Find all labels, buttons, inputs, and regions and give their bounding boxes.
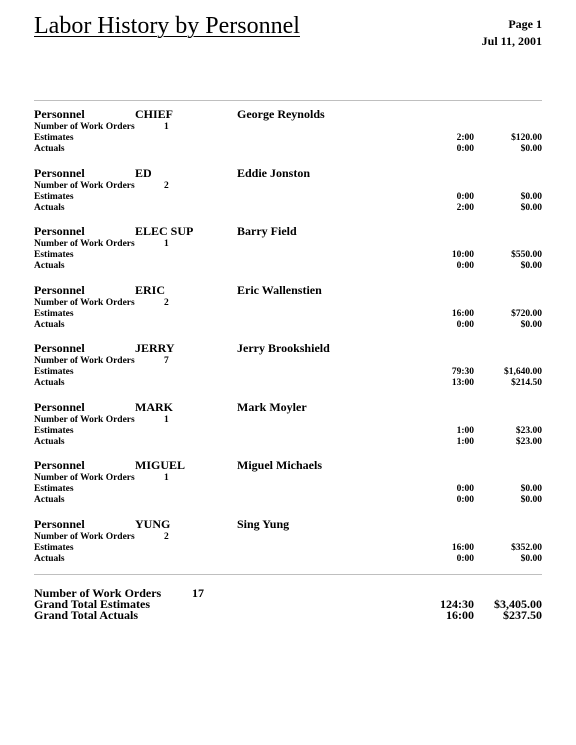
work-orders-count: 7 [164,356,169,366]
work-orders-count: 1 [164,122,169,132]
work-orders-label: Number of Work Orders [34,122,135,132]
estimates-label: Estimates [34,425,74,436]
total-work-orders-count: 17 [192,586,204,600]
estimate-cost: $720.00 [511,308,542,319]
personnel-record [34,458,542,517]
estimate-time: 10:00 [451,250,474,260]
personnel-label: Personnel [34,224,85,238]
personnel-record [34,517,542,576]
personnel-label: Personnel [34,282,85,297]
personnel-name: George Reynolds [237,107,325,121]
actual-cost: $0.00 [520,319,542,330]
estimate-cost: $352.00 [511,542,542,553]
total-work-orders-label: Number of Work Orders [34,586,162,600]
personnel-name: Sing Yung [237,516,290,531]
personnel-record [34,400,542,459]
actual-time: 13:00 [451,378,474,388]
report-title: Labor History by Personnel [34,13,300,39]
actual-cost: $0.00 [520,202,542,213]
actual-cost: $0.00 [520,553,542,564]
actual-time: 1:00 [456,436,474,447]
personnel-name: Miguel Michaels [237,458,322,472]
personnel-code: MARK [135,399,173,414]
personnel-record [34,283,542,342]
personnel-code: MIGUEL [135,458,186,472]
personnel-code: JERRY [135,341,175,355]
actuals-label: Actuals [34,319,65,330]
work-orders-label: Number of Work Orders [34,473,135,483]
grand-total-estimates-cost: $3,405.00 [494,597,542,611]
estimate-cost: $550.00 [511,250,542,260]
personnel-label: Personnel [34,399,85,414]
personnel-name: Eric Wallenstien [237,282,322,297]
actuals-label: Actuals [34,436,65,447]
work-orders-label: Number of Work Orders [34,180,135,191]
estimates-label: Estimates [34,542,74,553]
estimate-time: 2:00 [456,133,474,143]
personnel-record [34,341,542,400]
personnel-label: Personnel [34,341,85,355]
estimate-cost: $1,640.00 [504,367,542,377]
estimate-time: 0:00 [456,191,474,202]
actuals-label: Actuals [34,553,65,564]
grand-total-estimates-label: Grand Total Estimates [34,597,151,611]
personnel-code: ED [135,165,152,180]
estimate-time: 16:00 [451,542,474,553]
actuals-label: Actuals [34,261,65,271]
estimates-label: Estimates [34,484,74,494]
estimate-cost: $0.00 [520,191,542,202]
personnel-name: Barry Field [237,224,297,238]
grand-total-actuals-label: Grand Total Actuals [34,608,139,622]
work-orders-count: 2 [164,180,169,191]
personnel-label: Personnel [34,165,85,180]
actual-time: 0:00 [456,495,474,505]
estimate-cost: $120.00 [511,133,542,143]
work-orders-count: 1 [164,414,169,425]
personnel-name: Eddie Jonston [237,165,311,180]
estimates-label: Estimates [34,133,74,143]
actual-time: 0:00 [456,319,474,330]
grand-total-actuals-cost: $237.50 [503,608,542,622]
personnel-code: ERIC [135,282,166,297]
actual-cost: $0.00 [520,144,542,154]
totals-divider [34,574,542,575]
estimate-time: 79:30 [451,367,474,377]
actual-time: 0:00 [456,553,474,564]
estimates-label: Estimates [34,308,74,319]
work-orders-label: Number of Work Orders [34,297,135,308]
personnel-label: Personnel [34,516,85,531]
grand-total-actuals-time: 16:00 [446,608,474,622]
actuals-label: Actuals [34,144,65,154]
actual-cost: $0.00 [520,495,542,505]
estimates-label: Estimates [34,367,74,377]
work-orders-label: Number of Work Orders [34,414,135,425]
work-orders-count: 1 [164,239,169,249]
work-orders-label: Number of Work Orders [34,531,135,542]
actual-time: 0:00 [456,261,474,271]
estimate-cost: $23.00 [515,425,542,436]
actual-time: 2:00 [456,202,474,213]
actual-time: 0:00 [456,144,474,154]
estimate-time: 1:00 [456,425,474,436]
report-date: Jul 11, 2001 [481,34,542,48]
personnel-label: Personnel [34,458,85,472]
personnel-record [34,166,542,225]
work-orders-count: 1 [164,473,169,483]
personnel-code: ELEC SUP [135,224,194,238]
work-orders-count: 2 [164,297,169,308]
work-orders-label: Number of Work Orders [34,356,135,366]
actuals-label: Actuals [34,495,65,505]
grand-total-estimates-time: 124:30 [440,597,474,611]
actual-cost: $214.50 [511,378,542,388]
page-number: Page 1 [508,17,542,31]
personnel-record [34,224,542,283]
actuals-label: Actuals [34,202,65,213]
actuals-label: Actuals [34,378,65,388]
actual-cost: $0.00 [520,261,542,271]
personnel-records [34,107,542,575]
estimate-time: 0:00 [456,484,474,494]
personnel-name: Mark Moyler [237,399,307,414]
personnel-code: CHIEF [135,107,174,121]
personnel-code: YUNG [135,516,171,531]
personnel-name: Jerry Brookshield [237,341,330,355]
estimates-label: Estimates [34,250,74,260]
personnel-label: Personnel [34,107,85,121]
estimate-cost: $0.00 [520,484,542,494]
estimate-time: 16:00 [451,308,474,319]
personnel-record [34,107,542,166]
work-orders-count: 2 [164,531,169,542]
header-divider [34,100,542,101]
work-orders-label: Number of Work Orders [34,239,135,249]
estimates-label: Estimates [34,191,74,202]
actual-cost: $23.00 [515,436,542,447]
